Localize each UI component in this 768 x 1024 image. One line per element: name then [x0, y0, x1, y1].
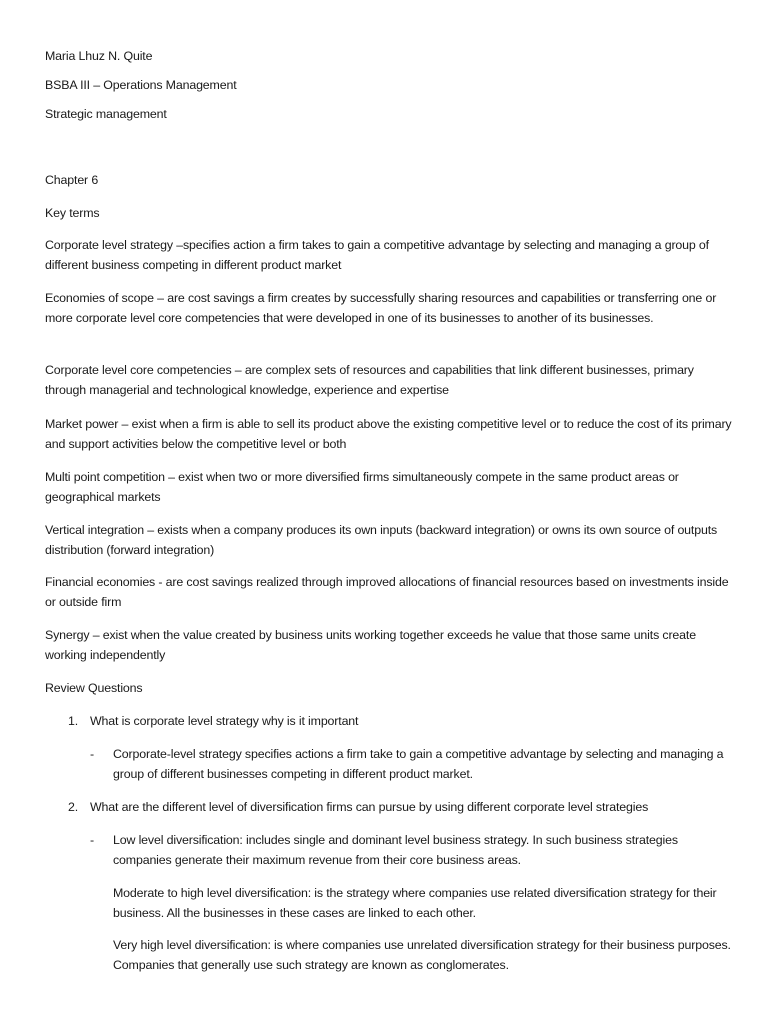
answer-1-text: Corporate-level strategy specifies actions a firm take to gain a competitive advantage by selecting and managing a group of different businesses competing in different product market.	[113, 747, 724, 781]
answer-2-low-level: Low level diversification: includes single and dominant level business strategy. In such business strategies companies generate their maximum revenue from their core business areas.	[113, 833, 678, 867]
question-2-text: What are the different level of diversification firms can pursue by using different corporate level strategies	[90, 800, 649, 814]
subject-line: Strategic management	[45, 107, 167, 121]
key-term-corporate-level-strategy: Corporate level strategy –specifies action a firm takes to gain a competitive advantage by selecting and managing a group of different business competing in different product market	[45, 238, 709, 272]
key-term-economies-of-scope: Economies of scope – are cost savings a firm creates by successfully sharing resources and capabilities or transferring one or more corporate level core competencies that were developed in one of its businesses to another of its businesses.	[45, 291, 717, 325]
course-line: BSBA III – Operations Management	[45, 78, 237, 92]
key-term-market-power: Market power – exist when a firm is able to sell its product above the existing competitive level or to reduce the cost of its primary and support activities below the competitive level or both	[45, 417, 732, 451]
question-1-text: What is corporate level strategy why is it important	[90, 714, 359, 728]
question-1-number: 1.	[68, 714, 79, 728]
key-term-financial-economies: Financial economies - are cost savings realized through improved allocations of financial resources based on investments inside or outside firm	[45, 575, 729, 609]
key-term-vertical-integration: Vertical integration – exists when a company produces its own inputs (backward integration) or owns its own source of outputs distribution (forward integration)	[45, 523, 718, 557]
key-term-synergy: Synergy – exist when the value created by business units working together exceeds he value that those same units create working independently	[45, 628, 696, 662]
key-term-core-competencies: Corporate level core competencies – are complex sets of resources and capabilities that link different businesses, primary through managerial and technological knowledge, experience and expertise	[45, 363, 694, 397]
answer-2-moderate-level: Moderate to high level diversification: is the strategy where companies use related diversification strategy for their business. All the businesses in these cases are linked to each other.	[113, 886, 717, 920]
answer-2-very-high-level: Very high level diversification: is where companies use unrelated diversification strategy for their business purposes. Companies that generally use such strategy are known as conglomerates.	[113, 938, 731, 972]
author-name: Maria Lhuz N. Quite	[45, 49, 153, 63]
review-questions-heading: Review Questions	[45, 681, 143, 695]
chapter-heading: Chapter 6	[45, 173, 99, 187]
key-terms-heading: Key terms	[45, 206, 100, 220]
question-2-number: 2.	[68, 800, 79, 814]
answer-2-bullet: -	[90, 833, 94, 847]
key-term-multipoint-competition: Multi point competition – exist when two or more diversified firms simultaneously compete in the same product areas or geographical markets	[45, 470, 679, 504]
answer-1-bullet: -	[90, 747, 94, 761]
